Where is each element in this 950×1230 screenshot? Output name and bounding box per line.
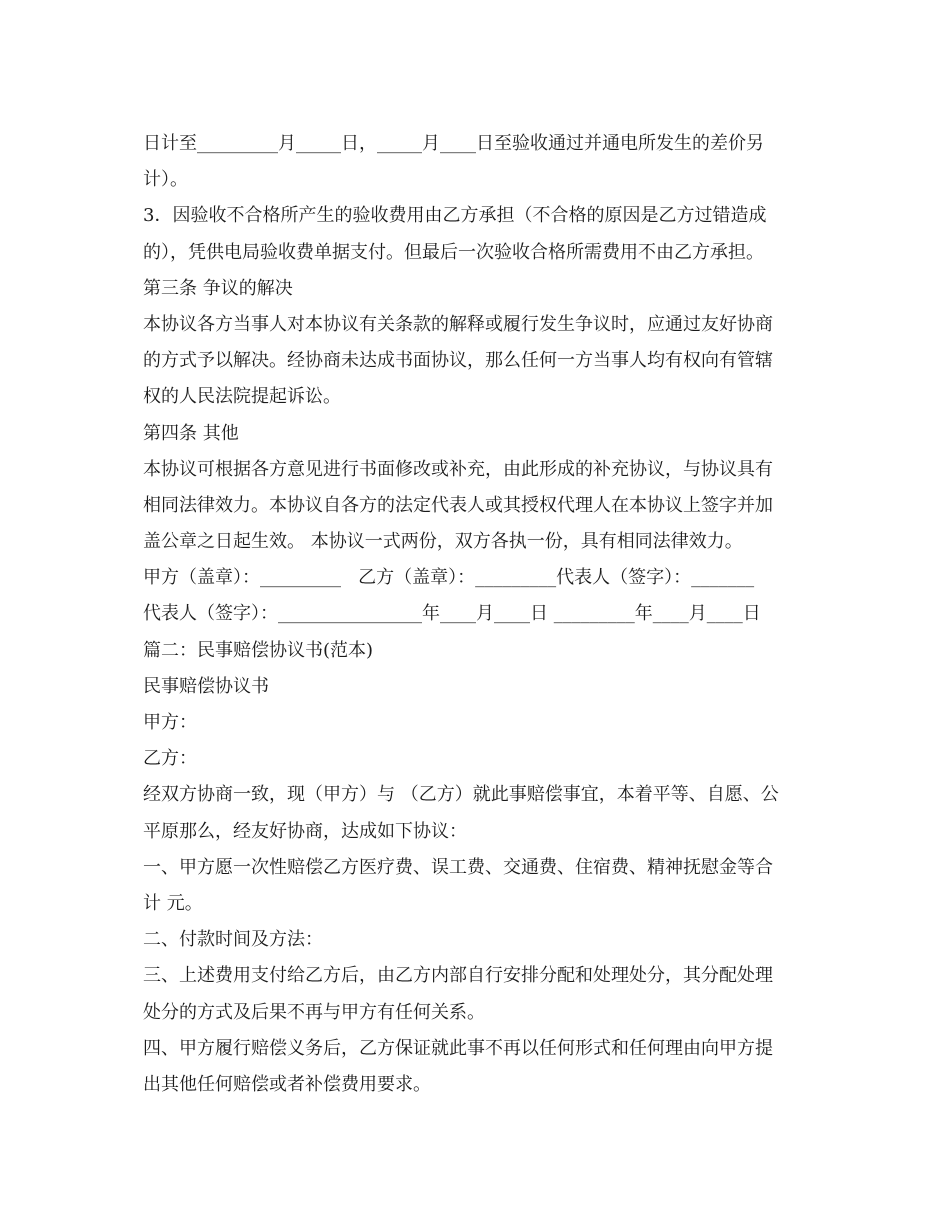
text-line: 相同法律效力。本协议自各方的法定代表人或其授权代理人在本协议上签字并加	[143, 494, 773, 516]
text-line: 日计至_________月_____日，_____月____日至验收通过并通电所发生的差价另	[143, 133, 764, 154]
section-heading: 第三条 争议的解决	[143, 277, 293, 299]
clause-line: 一、甲方愿一次性赔偿乙方医疗费、误工费、交通费、住宿费、精神抚慰金等合	[143, 856, 773, 878]
text-line: 计 元。	[143, 892, 203, 914]
text-line: 权的人民法院提起诉讼。	[143, 386, 341, 408]
text-line: 经双方协商一致，现（甲方）与 （乙方）就此事赔偿事宜，本着平等、自愿、公	[143, 784, 779, 806]
party-b-line: 乙方：	[143, 748, 197, 770]
text-line: 处分的方式及后果不再与甲方有任何关系。	[143, 1001, 485, 1023]
text-line: 出其他任何赔偿或者补偿费用要求。	[143, 1073, 431, 1095]
text-line: 平原那么，经友好协商，达成如下协议：	[143, 820, 467, 842]
signature-date-line: 代表人（签字）：________________年____月____日 _________年____月____日	[143, 603, 761, 625]
party-a-line: 甲方：	[143, 712, 197, 733]
clause-line: 三、上述费用支付给乙方后，由乙方内部自行安排分配和处理处分，其分配处理	[143, 965, 773, 987]
document-page	[143, 126, 815, 1103]
text-line: 本协议各方当事人对本协议有关条款的解释或履行发生争议时，应通过友好协商	[143, 313, 773, 335]
clause-line: 二、付款时间及方法：	[143, 929, 323, 951]
document-title: 民事赔偿协议书	[143, 675, 269, 697]
text-line: 的），凭供电局验收费单据支付。但最后一次验收合格所需费用不由乙方承担。	[143, 241, 764, 263]
clause-line: 四、甲方履行赔偿义务后，乙方保证就此事不再以任何形式和任何理由向甲方提	[143, 1037, 773, 1059]
text-line: 盖公章之日起生效。 本协议一式两份，双方各执一份，具有相同法律效力。	[143, 531, 743, 553]
part-heading: 篇二：民事赔偿协议书(范本)	[143, 639, 374, 661]
signature-line: 甲方（盖章）：_________ 乙方（盖章）：_________代表人（签字）：_______	[143, 567, 755, 589]
text-line: 本协议可根据各方意见进行书面修改或补充，由此形成的补充协议，与协议具有	[143, 458, 773, 480]
text-line: 3．因验收不合格所产生的验收费用由乙方承担（不合格的原因是乙方过错造成	[143, 205, 767, 227]
section-heading: 第四条 其他	[143, 422, 239, 444]
text-line: 的方式予以解决。经协商未达成书面协议，那么任何一方当事人均有权向有管辖	[143, 350, 773, 372]
text-line: 计）。	[143, 169, 188, 191]
